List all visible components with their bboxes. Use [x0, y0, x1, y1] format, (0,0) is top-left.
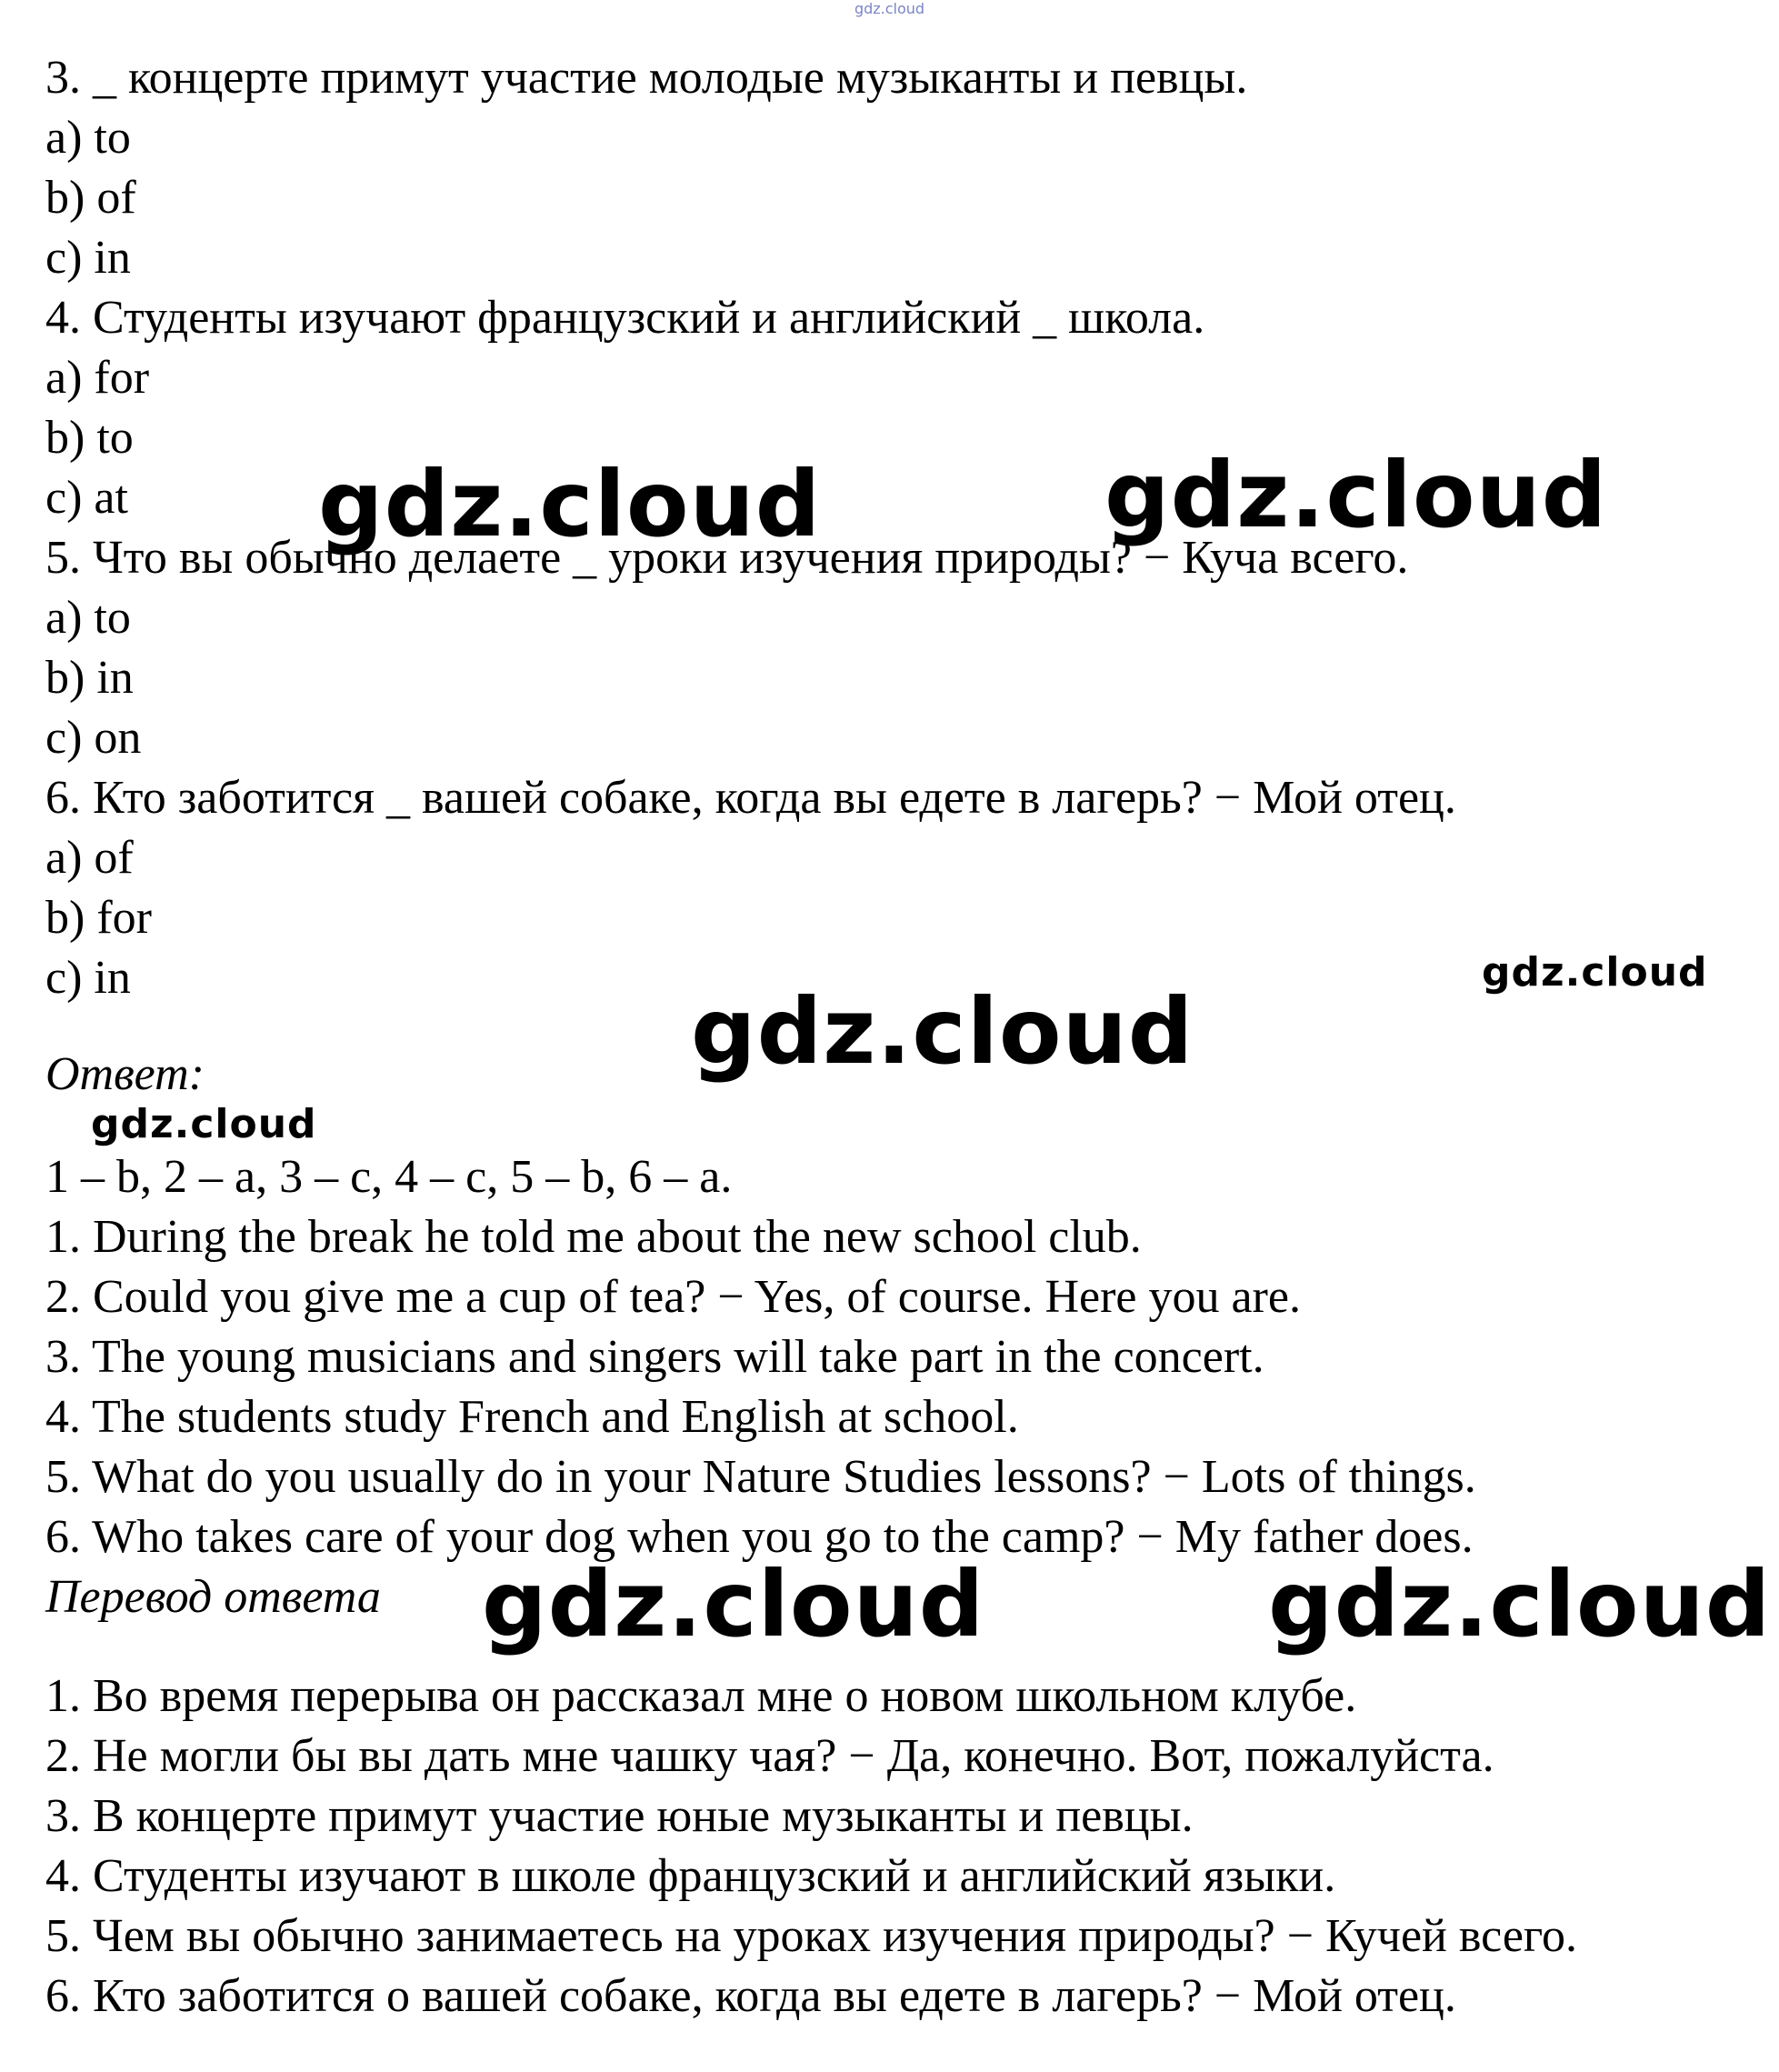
answer-line-6: 6. Who takes care of your dog when you go to the camp? − My father does.: [45, 1511, 1474, 1563]
watermark-1: gdz.cloud: [318, 451, 822, 557]
question-5-option-a: a) to: [45, 592, 131, 644]
question-6-option-a: a) of: [45, 832, 134, 884]
answer-key: 1 – b, 2 – a, 3 – c, 4 – c, 5 – b, 6 – a.: [45, 1151, 733, 1203]
question-5-text: 5. Что вы обычно делаете _ уроки изучения природы? − Куча всего.: [45, 532, 1409, 584]
translation-line-1: 1. Во время перерыва он рассказал мне о новом школьном клубе.: [45, 1670, 1357, 1722]
question-4-option-a: a) for: [45, 352, 150, 404]
top-watermark: gdz.cloud: [854, 0, 925, 17]
answer-line-4: 4. The students study French and English at school.: [45, 1391, 1019, 1443]
question-3-option-a: a) to: [45, 112, 131, 164]
question-6-option-c: c) in: [45, 952, 131, 1004]
answer-line-3: 3. The young musicians and singers will take part in the concert.: [45, 1331, 1264, 1383]
translation-line-5: 5. Чем вы обычно занимаетесь на уроках изучения природы? − Кучей всего.: [45, 1910, 1577, 1962]
question-3-option-b: b) of: [45, 172, 136, 224]
question-4-option-b: b) to: [45, 412, 134, 464]
answer-line-5: 5. What do you usually do in your Nature Studies lessons? − Lots of things.: [45, 1451, 1476, 1503]
answer-heading: Ответ:: [45, 1048, 205, 1100]
question-6-option-b: b) for: [45, 892, 152, 944]
answer-line-1: 1. During the break he told me about the new school club.: [45, 1211, 1142, 1263]
watermark-7: gdz.cloud: [1268, 1551, 1772, 1657]
question-4-text: 4. Студенты изучают французский и английский _ школа.: [45, 292, 1205, 344]
question-3-option-c: c) in: [45, 232, 131, 284]
translation-line-3: 3. В концерте примут участие юные музыканты и певцы.: [45, 1790, 1194, 1842]
question-3-text: 3. _ концерте примут участие молодые музыканты и певцы.: [45, 52, 1248, 104]
translation-heading: Перевод ответа: [45, 1571, 381, 1623]
question-5-option-b: b) in: [45, 652, 134, 704]
translation-line-6: 6. Кто заботится о вашей собаке, когда вы едете в лагерь? − Мой отец.: [45, 1970, 1456, 2022]
watermark-2: gdz.cloud: [1104, 442, 1608, 548]
answer-line-2: 2. Could you give me a cup of tea? − Yes, of course. Here you are.: [45, 1271, 1301, 1323]
question-6-text: 6. Кто заботится _ вашей собаке, когда вы едете в лагерь? − Мой отец.: [45, 772, 1456, 824]
watermark-5: gdz.cloud: [91, 1101, 317, 1147]
translation-line-4: 4. Студенты изучают в школе французский и английский языки.: [45, 1850, 1336, 1902]
watermark-4: gdz.cloud: [691, 978, 1194, 1085]
watermark-6: gdz.cloud: [482, 1551, 985, 1657]
question-5-option-c: c) on: [45, 712, 142, 764]
translation-line-2: 2. Не могли бы вы дать мне чашку чая? − Да, конечно. Вот, пожалуйста.: [45, 1730, 1494, 1782]
watermark-3: gdz.cloud: [1482, 949, 1708, 996]
question-4-option-c: c) at: [45, 472, 128, 524]
